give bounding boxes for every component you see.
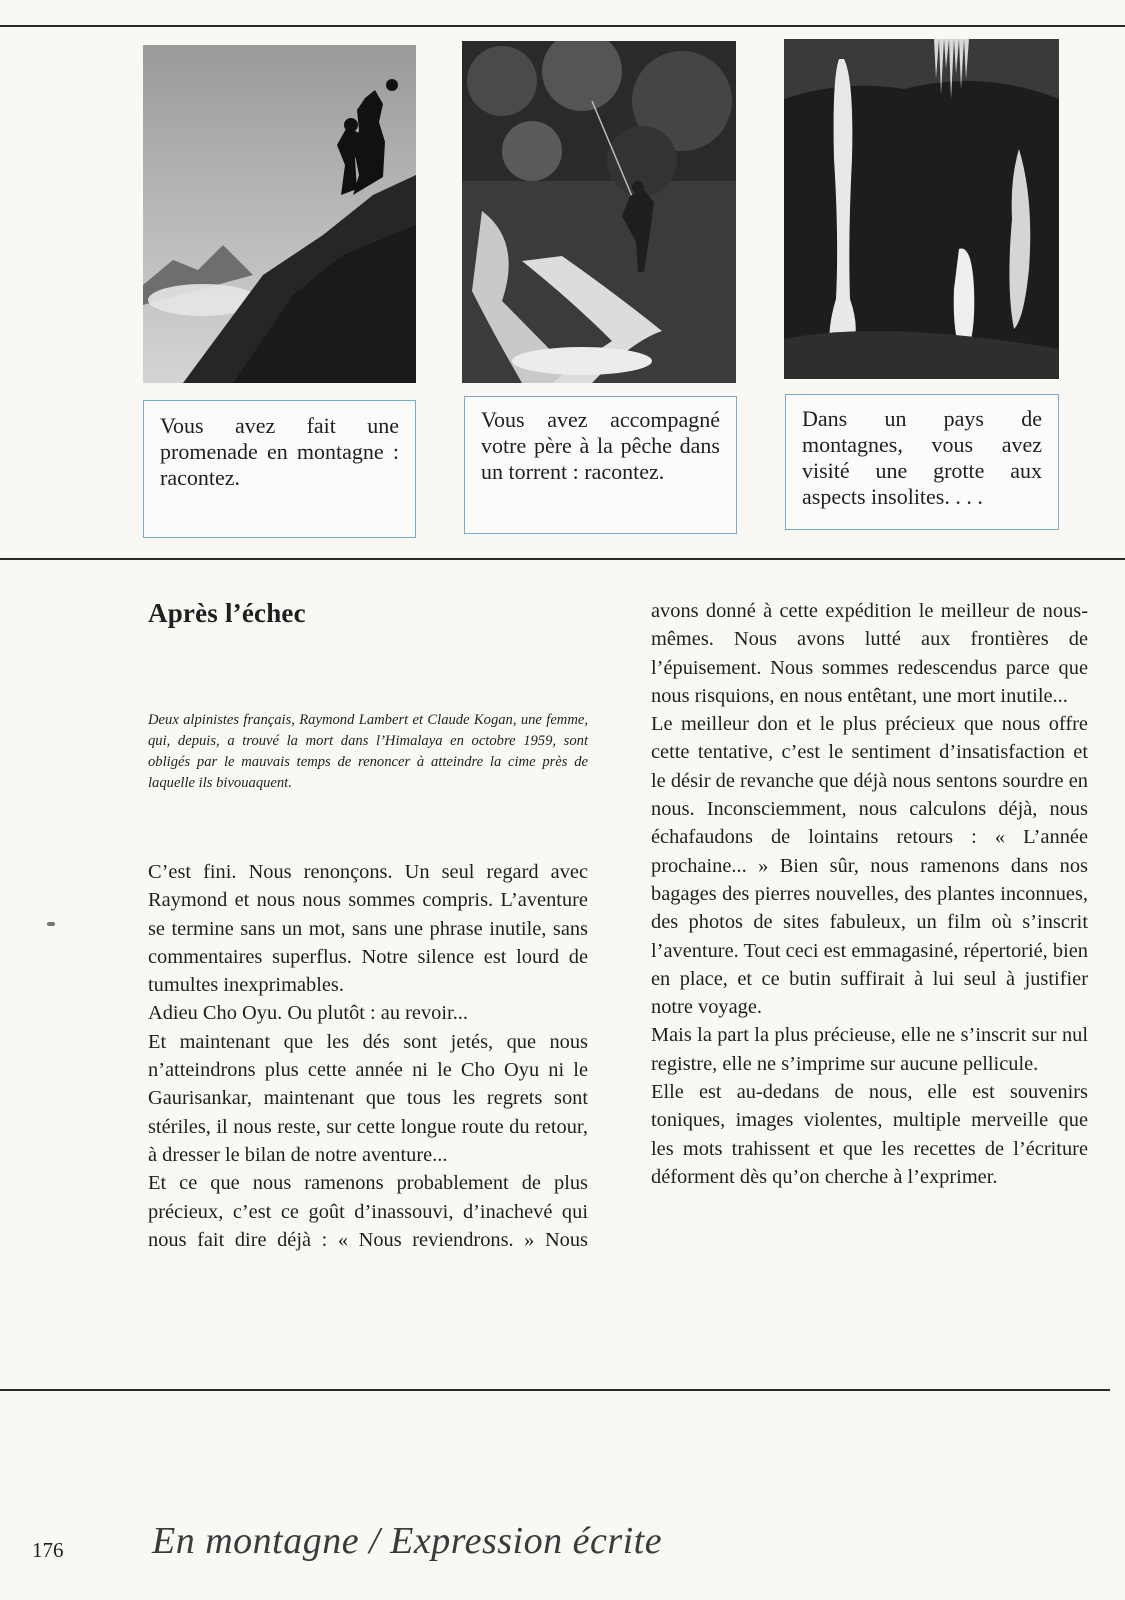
paragraph: Le meilleur don et le plus précieux que nous offre cette tentative, c’est le sentiment d’insatisfaction et le désir de revanche que déjà nous sentons sourdre en nous. Inconsciemment, nous calculons déjà, nous échafaudons de lointains retours : « L’année prochaine... » Bien sûr, nous ramenons dans nos bagages des pierres nouvelles, des plantes inconnues, des photos de sites fabuleux, un film où s’inscrit l’aventure. Tout ceci est emmagasiné, répertorié, bien en place, et ce butin suffirait à lui seul à justifier notre voyage. bbox=[651, 713, 1088, 1019]
page-number: 176 bbox=[32, 1538, 64, 1562]
footer-title: En montagne / Expression écrite bbox=[152, 1520, 663, 1562]
cave-stalactite-photo bbox=[784, 39, 1059, 379]
article-intro: Deux alpinistes français, Raymond Lambert et Claude Kogan, une femme, qui, depuis, a trouvé la mort dans l’Himalaya en octobre 1959, sont obligés par le mauvais temps de renoncer à atteindre la cime près de laquelle ils bivouaquent. bbox=[148, 712, 588, 791]
caption-grotte: Dans un pays de montagnes, vous avez visité une grotte aux aspects insolites. . . . bbox=[785, 394, 1059, 530]
mountain-hikers-photo bbox=[143, 45, 416, 383]
paragraph: Et maintenant que les dés sont jetés, que nous n’atteindrons plus cette année ni le Cho Oyu ni le Gaurisankar, maintenant que tous les regrets sont stériles, il nous reste, sur cette longue route du retour, à dresser le bilan de notre aventure... bbox=[148, 1030, 588, 1166]
caption-peche: Vous avez accompagné votre père à la pêche dans un torrent : racontez. bbox=[464, 396, 737, 534]
paragraph: Mais la part la plus précieuse, elle ne s’inscrit sur nul registre, elle ne s’imprime sur aucune pellicule. bbox=[651, 1024, 1088, 1075]
article-title: Après l’échec bbox=[148, 598, 306, 628]
paragraph: Et ce que nous ramenons probablement de plus précieux, c’est ce goût d’inassouvi, d’inachevé qui nous fait dire déjà : « Nous reviendrons. » Nous bbox=[148, 1172, 588, 1251]
paragraph: avons donné à cette expédition le meilleur de nous-mêmes. Nous avons lutté aux frontières de l’épuisement. Nous sommes redescendus parce que nous risquions, en nous entêtant, une mort inutile... bbox=[651, 600, 1088, 707]
article-left-column bbox=[148, 858, 588, 1254]
top-rule bbox=[0, 25, 1125, 27]
fisherman-torrent-photo bbox=[462, 41, 736, 383]
bottom-rule bbox=[0, 1389, 1110, 1391]
article-right-column bbox=[651, 597, 1088, 1191]
print-speck bbox=[47, 922, 55, 926]
paragraph: Elle est au-dedans de nous, elle est souvenirs toniques, images violentes, multiple merveille que les mots trahissent et que les recettes de l’écriture déforment dès qu’on cherche à l’exprimer. bbox=[651, 1081, 1088, 1188]
middle-rule bbox=[0, 558, 1125, 560]
caption-promenade: Vous avez fait une promenade en montagne : racontez. bbox=[143, 400, 416, 538]
paragraph: C’est fini. Nous renonçons. Un seul regard avec Raymond et nous nous sommes compris. L’aventure se termine sans un mot, sans une phrase inutile, sans commentaires superflus. Notre silence est lourd de tumultes inexprimables. bbox=[148, 861, 588, 997]
paragraph: Adieu Cho Oyu. Ou plutôt : au revoir... bbox=[148, 1002, 468, 1025]
